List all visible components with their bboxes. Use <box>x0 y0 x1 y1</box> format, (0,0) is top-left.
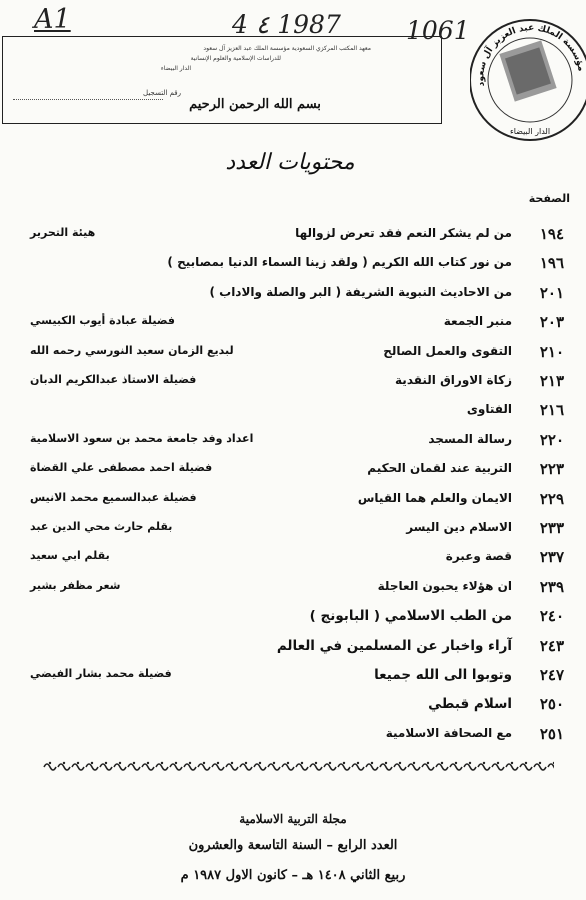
toc-author: فضيلة احمد مصطفى علي القضاة <box>30 461 213 475</box>
basmala: بسم الله الرحمن الرحيم <box>189 97 321 112</box>
toc-row <box>0 666 586 694</box>
issue-line: العدد الرابع – السنة التاسعة والعشرون <box>188 838 398 853</box>
toc-title: من لم يشكر النعم فقد تعرض لزوالها <box>295 226 512 240</box>
toc-title: الاسلام دين اليسر <box>406 520 512 534</box>
toc-page-number: ٢٣٩ <box>539 577 564 596</box>
stamp-reg-label: رقم التسجيل <box>143 89 181 97</box>
toc-row <box>0 225 586 253</box>
toc-author: فضيلة عبدالسميع محمد الانيس <box>30 490 197 504</box>
toc-page-number: ٢٥١ <box>539 724 564 743</box>
toc-page-number: ٢٠١ <box>539 283 564 302</box>
toc-page-number: ٢٠٣ <box>539 313 564 332</box>
toc-page-number: ١٩٦ <box>539 254 564 273</box>
toc-row <box>0 637 586 665</box>
handwritten-date: 4 ٤ 1987 <box>232 10 341 39</box>
toc-title: التربية عند لقمان الحكيم <box>367 461 512 476</box>
toc-title: اسلام قبطي <box>428 696 512 713</box>
toc-title: من الاحاديث النبوية الشريفة ( البر والصلة والاداب ) <box>209 284 512 299</box>
ornament-divider <box>40 760 554 774</box>
toc-row <box>0 313 586 341</box>
toc-page-number: ٢١٦ <box>539 401 564 420</box>
toc-title: زكاة الاوراق النقدية <box>395 373 512 387</box>
toc-title: وتوبوا الى الله جميعا <box>374 667 512 683</box>
toc-page-number: ٢٢٣ <box>539 460 564 479</box>
toc-title: آراء واخبار عن المسلمين في العالم <box>276 637 512 654</box>
toc-page-number: ١٩٤ <box>539 225 564 243</box>
toc-title: قصة وعبرة <box>445 549 512 564</box>
toc-row <box>0 431 586 459</box>
toc-author: فضيلة عبادة أيوب الكبيسي <box>30 314 175 328</box>
toc-page-number: ٢٣٣ <box>539 519 564 537</box>
toc-row <box>0 284 586 312</box>
toc-row <box>0 607 586 635</box>
toc-title: الفتاوى <box>466 402 512 417</box>
toc-page-number: ٢٤٧ <box>539 666 564 684</box>
toc-title: من نور كتاب الله الكريم ( ولقد زينا السماء الدنيا بمصابيح ) <box>167 255 512 270</box>
toc-title: التقوى والعمل الصالح <box>383 343 512 358</box>
stamp-line-1: معهد المكتب المركزي السعودية مؤسسة الملك عبد العزيز آل سعود <box>203 45 371 52</box>
toc-author: بقلم ابي سعيد <box>30 549 110 563</box>
toc-title: ان هؤلاء يحبون العاجلة <box>377 578 512 593</box>
toc-row <box>0 401 586 429</box>
toc-author: اعداد وفد جامعة محمد بن سعود الاسلامية <box>30 431 254 445</box>
page-column-header: الصفحة <box>528 192 570 205</box>
toc-title: الايمان والعلم هما القياس <box>357 490 512 505</box>
toc-page-number: ٢٢٠ <box>539 430 564 449</box>
toc-page-number: ٢٢٩ <box>539 489 564 508</box>
toc-author: فضيلة الاستاذ عبدالكريم الدبان <box>30 373 197 386</box>
toc-title: منبر الجمعة <box>443 314 512 329</box>
toc-page-number: ٢١٠ <box>539 342 564 361</box>
handwritten-number: 1061 <box>406 16 470 45</box>
toc-row <box>0 519 586 547</box>
toc-title: مع الصحافة الاسلامية <box>385 725 512 740</box>
toc-row <box>0 254 586 282</box>
toc-row <box>0 460 586 488</box>
stamp-line-3: الدار البيضاء <box>160 65 191 72</box>
toc-title: من الطب الاسلامي ( البابونج ) <box>309 608 512 625</box>
toc-row <box>0 578 586 606</box>
toc-author: بقلم حارث محي الدين عبد <box>30 520 173 533</box>
toc-author: هيئة التحرير <box>30 226 96 239</box>
date-line: ربيع الثاني ١٤٠٨ هـ – كانون الاول ١٩٨٧ م <box>180 868 406 883</box>
toc-row <box>0 695 586 723</box>
handwritten-code: A1 <box>34 4 71 35</box>
toc-row <box>0 372 586 400</box>
toc-author: فضيلة محمد بشار الفيضي <box>30 667 172 680</box>
stamp-line-2: للدراسات الإسلامية والعلوم الإنسانية <box>190 55 281 62</box>
seal-text: مؤسسة الملك عبد العزيز آل سعود <box>476 23 586 87</box>
toc-row <box>0 490 586 518</box>
page-title: محتويات العدد <box>225 150 355 175</box>
seal-city: الدار البيضاء <box>509 127 551 136</box>
magazine-name: مجلة التربية الاسلامية <box>239 812 347 826</box>
toc-page-number: ٢٤٠ <box>539 607 564 626</box>
toc-page-number: ٢٣٧ <box>539 548 564 567</box>
toc-row <box>0 343 586 371</box>
toc-row <box>0 725 586 753</box>
institution-seal-icon <box>470 0 586 160</box>
toc-author: لبديع الزمان سعيد النورسي رحمه الله <box>30 343 234 357</box>
toc-page-number: ٢٤٣ <box>539 636 564 655</box>
toc-row <box>0 548 586 576</box>
toc-title: رسالة المسجد <box>428 431 512 446</box>
toc-page-number: ٢١٣ <box>539 372 564 390</box>
toc-page-number: ٢٥٠ <box>539 695 564 714</box>
toc-author: شعر مظفر بشير <box>30 578 121 592</box>
